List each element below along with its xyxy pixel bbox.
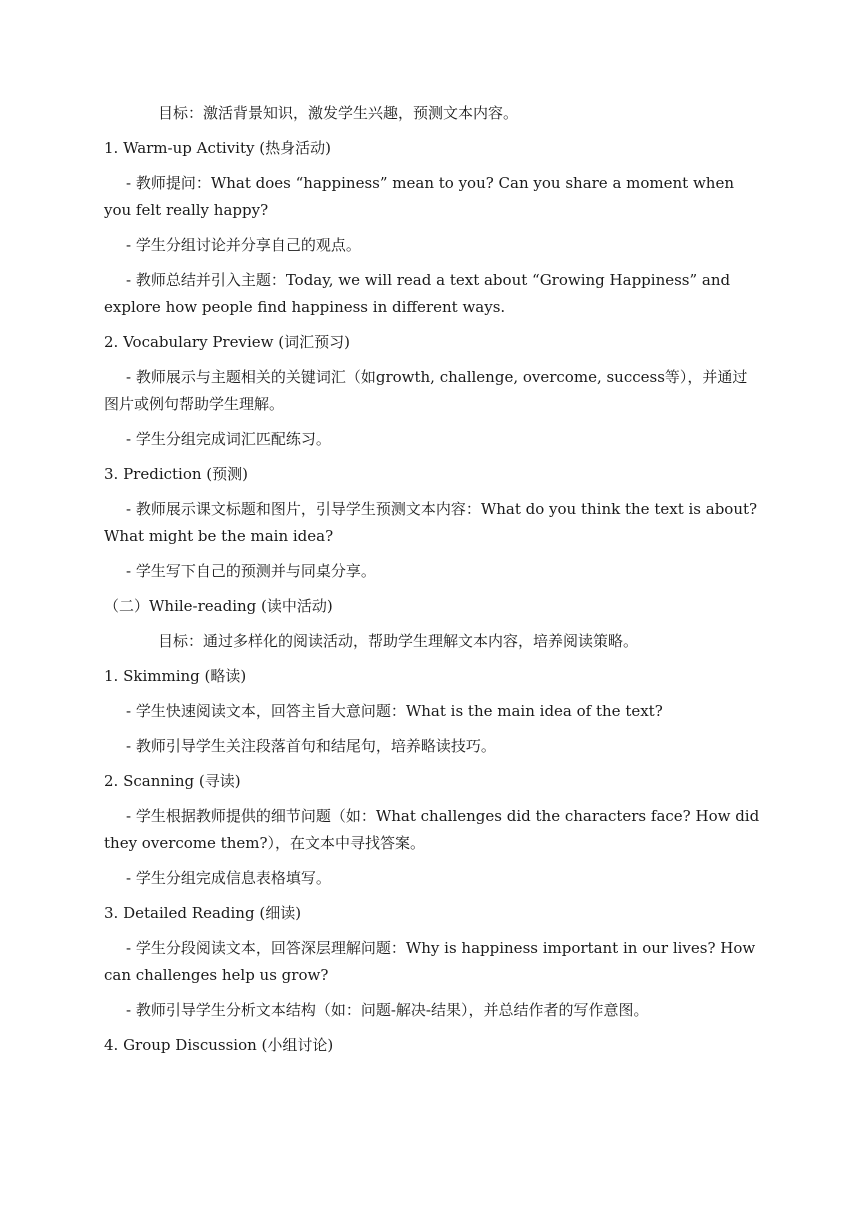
list-item: - 教师总结并引入主题：Today, we will read a text about “Growing Happiness” and explore how people find happiness in different ways. (104, 271, 731, 316)
list-item: - 教师展示课文标题和图片，引导学生预测文本内容：What do you think the text is about? What might be the main idea? (104, 500, 758, 545)
part-heading: （二）While-reading (读中活动) (104, 597, 333, 615)
list-item: - 学生快速阅读文本，回答主旨大意问题：What is the main idea of the text? (126, 702, 663, 720)
list-item: - 教师引导学生关注段落首句和结尾句，培养略读技巧。 (126, 737, 496, 755)
list-item: - 教师提问：What does “happiness” mean to you? Can you share a moment when you felt really happy? (104, 174, 735, 219)
section-heading: 1. Skimming (略读) (104, 667, 247, 685)
section-heading: 2. Scanning (寻读) (104, 772, 241, 790)
section-heading: 3. Prediction (预测) (104, 465, 249, 483)
section-heading: 3. Detailed Reading (细读) (104, 904, 302, 922)
list-item: - 学生分组讨论并分享自己的观点。 (126, 236, 361, 254)
section-heading: 2. Vocabulary Preview (词汇预习) (104, 333, 350, 351)
goal-text: 目标：通过多样化的阅读活动，帮助学生理解文本内容，培养阅读策略。 (158, 632, 639, 650)
goal-text: 目标：激活背景知识，激发学生兴趣，预测文本内容。 (158, 104, 519, 122)
list-item: - 教师引导学生分析文本结构（如：问题-解决-结果），并总结作者的写作意图。 (126, 1001, 649, 1019)
section-heading: 1. Warm-up Activity (热身活动) (104, 139, 331, 157)
section-heading: 4. Group Discussion (小组讨论) (104, 1036, 334, 1054)
document-body (104, 100, 760, 1067)
list-item: - 学生分组完成信息表格填写。 (126, 869, 331, 887)
list-item: - 学生写下自己的预测并与同桌分享。 (126, 562, 376, 580)
list-item: - 学生分段阅读文本，回答深层理解问题：Why is happiness important in our lives? How can challenges help us grow? (104, 939, 756, 984)
list-item: - 学生根据教师提供的细节问题（如：What challenges did the characters face? How did they overcome them?），在文本中寻找答案。 (104, 807, 760, 852)
list-item: - 学生分组完成词汇匹配练习。 (126, 430, 331, 448)
list-item: - 教师展示与主题相关的关键词汇（如growth, challenge, overcome, success等），并通过图片或例句帮助学生理解。 (104, 368, 748, 413)
